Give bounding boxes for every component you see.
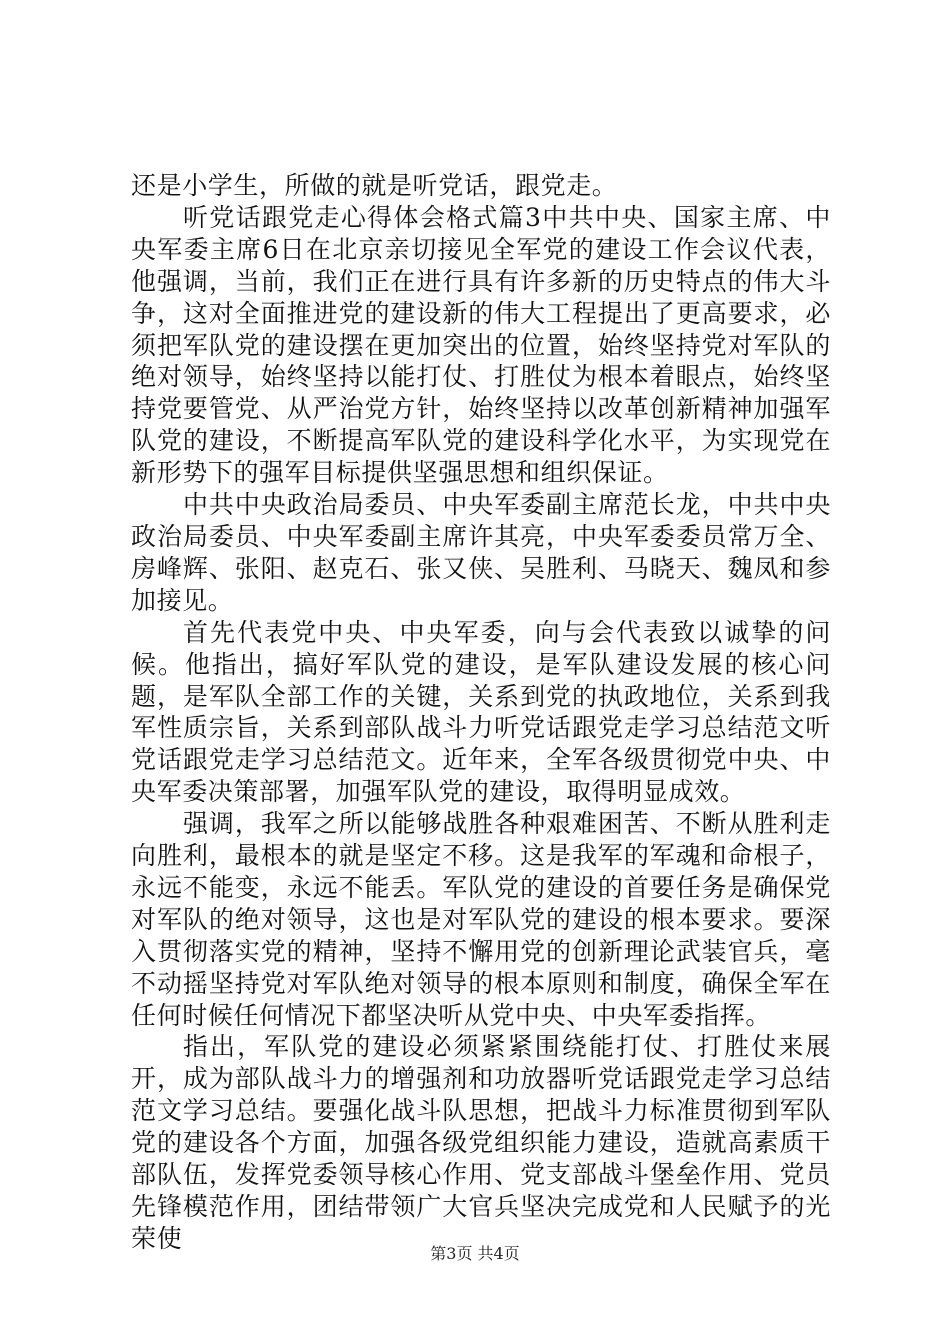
paragraph: 还是小学生，所做的就是听党话，跟党走。 bbox=[131, 171, 618, 200]
paragraph: 指出，军队党的建设必须紧紧围绕能打仗、打胜仗来展开，成为部队战斗力的增强剂和功放器听党话跟党走学习总结范文学习总结。要强化战斗队思想，把战斗力标准贯彻到军队党的建设各个方面，加强各级党组织能力建设，造就高素质干部队伍，发挥党委领导核心作用、党支部战斗堡垒作用、党员先锋模范作用，团结带领广大官兵坚决完成党和人民赋予的光荣使 bbox=[131, 1032, 831, 1253]
paragraph: 首先代表党中央、中央军委，向与会代表致以诚挚的问候。他指出，搞好军队党的建设，是军队建设发展的核心问题，是军队全部工作的关键，关系到党的执政地位，关系到我军性质宗旨，关系到部队战斗力听党话跟党走学习总结范文听党话跟党走学习总结范文。近年来，全军各级贯彻党中央、中央军委决策部署，加强军队党的建设，取得明显成效。 bbox=[131, 617, 831, 807]
document-body bbox=[131, 170, 831, 1255]
paragraph: 强调，我军之所以能够战胜各种艰难困苦、不断从胜利走向胜利，最根本的就是坚定不移。这是我军的军魂和命根子，永远不能变，永远不能丢。军队党的建设的首要任务是确保党对军队的绝对领导，这也是对军队党的建设的根本要求。要深入贯彻落实党的精神，坚持不懈用党的创新理论武装官兵，毫不动摇坚持党对军队绝对领导的根本原则和制度，确保全军在任何时候任何情况下都坚决听从党中央、中央军委指挥。 bbox=[131, 809, 831, 1030]
page-number-footer: 第3页 共4页 bbox=[430, 1244, 520, 1263]
paragraph: 听党话跟党走心得体会格式篇3中共中央、国家主席、中央军委主席6日在北京亲切接见全军党的建设工作会议代表，他强调，当前，我们正在进行具有许多新的历史特点的伟大斗争，这对全面推进党的建设新的伟大工程提出了更高要求，必须把军队党的建设摆在更加突出的位置，始终坚持党对军队的绝对领导，始终坚持以能打仗、打胜仗为根本着眼点，始终坚持党要管党、从严治党方针，始终坚持以改革创新精神加强军队党的建设，不断提高军队党的建设科学化水平，为实现党在新形势下的强军目标提供坚强思想和组织保证。 bbox=[131, 202, 831, 488]
paragraph: 中共中央政治局委员、中央军委副主席范长龙，中共中央政治局委员、中央军委副主席许其亮，中央军委委员常万全、房峰辉、张阳、赵克石、张又侠、吴胜利、马晓天、魏凤和参加接见。 bbox=[131, 490, 831, 615]
